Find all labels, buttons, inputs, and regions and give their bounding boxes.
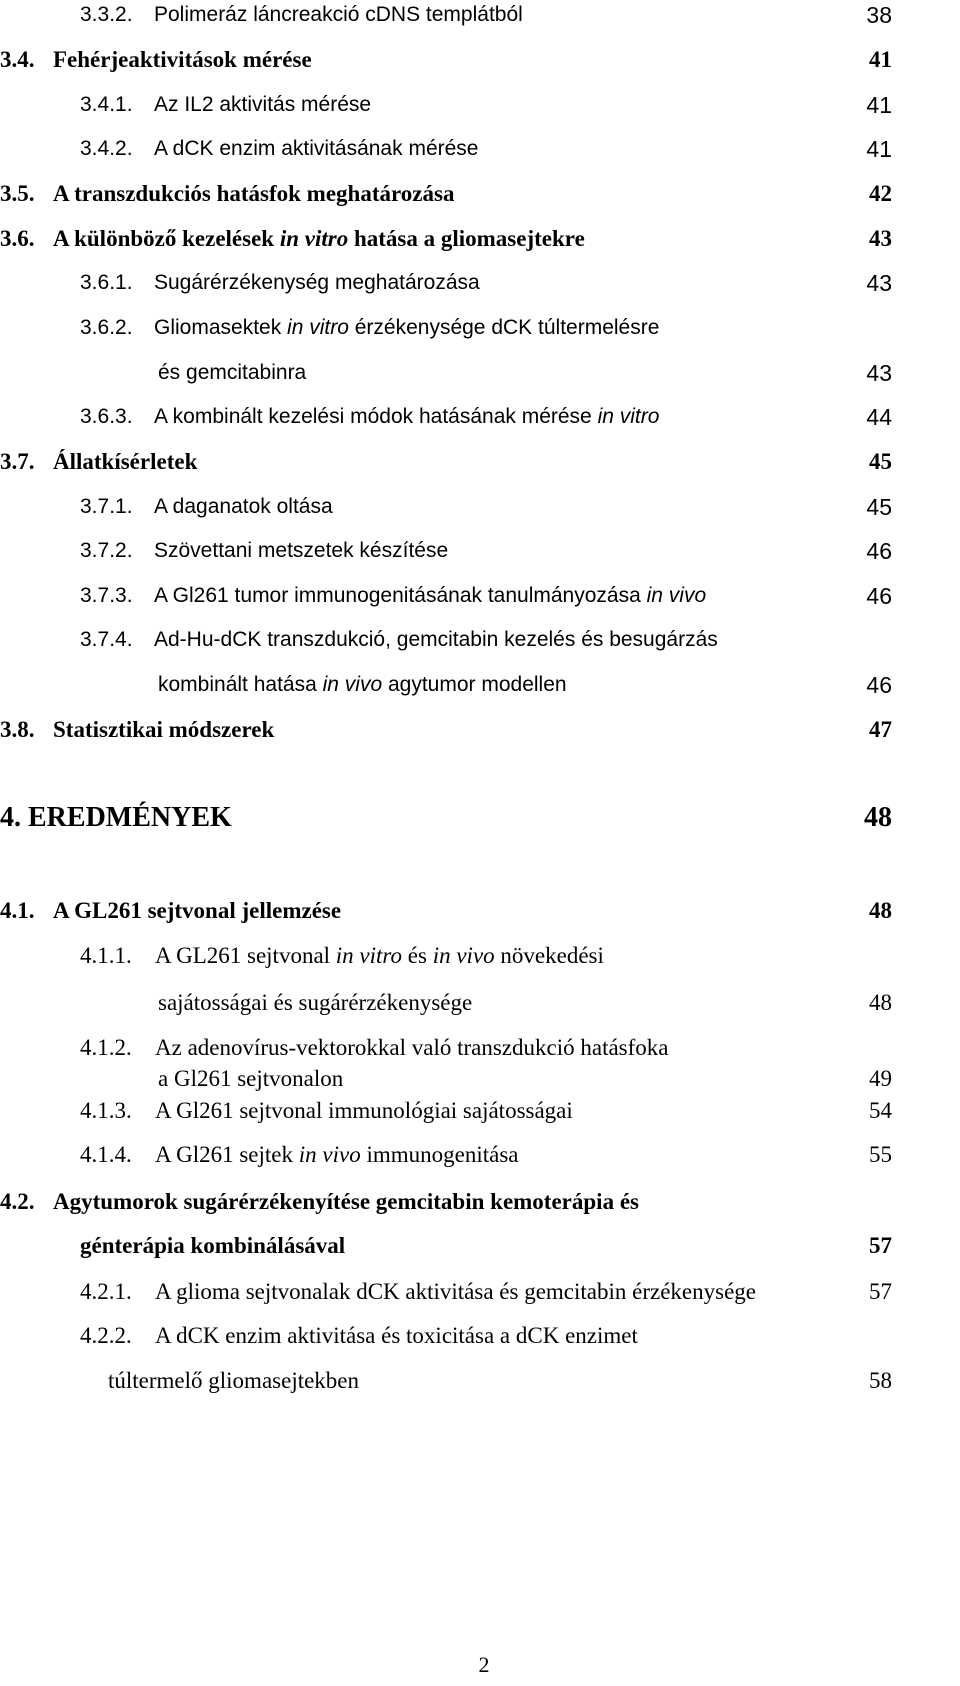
toc-entry: [0, 358, 960, 388]
toc-title-text: A Gl261 tumor immunogenitásának tanulmányozása: [154, 584, 647, 607]
toc-title-text: és gemcitabinra: [158, 361, 307, 384]
toc-title-italic: in vitro: [287, 316, 349, 339]
toc-entry-number: 4.2.: [0, 1189, 35, 1214]
toc-title-text: Agytumorok sugárérzékenyítése gemcitabin kemoterápia és: [53, 1189, 639, 1214]
toc-title-text: A GL261 sejtvonal jellemzése: [53, 898, 342, 923]
toc-entry-page: 46: [866, 672, 892, 698]
toc-title-italic: in vivo: [432, 943, 495, 968]
toc-entry: [0, 1321, 960, 1351]
toc-title-text: A Gl261 sejtvonal immunológiai sajátosságai: [155, 1098, 573, 1123]
toc-entry-title: [154, 625, 718, 655]
toc-entry-page: 45: [869, 449, 892, 474]
toc-title-text: A kombinált kezelési módok hatásának mérése: [154, 405, 598, 428]
toc-entry: [0, 179, 960, 209]
toc-entry-page: 41: [869, 47, 892, 72]
toc-entry-number: 3.7.1.: [80, 495, 133, 518]
toc-title-text: agytumor modellen: [382, 673, 567, 696]
toc-entry-title: [154, 313, 659, 343]
toc-entry: [0, 134, 960, 164]
toc-entry-number: 4.: [0, 802, 21, 833]
toc-entry-number: 3.7.3.: [80, 584, 133, 607]
toc-entry-title: [155, 1321, 638, 1351]
toc-title-text: Ad-Hu-dCK transzdukció, gemcitabin kezelés és besugárzás: [154, 628, 718, 651]
toc-entry-page: 44: [866, 404, 892, 430]
toc-title-text: génterápia kombinálásával: [80, 1233, 346, 1258]
toc-title-text: A GL261 sejtvonal: [155, 943, 336, 968]
toc-title-text: Polimeráz láncreakció cDNS templátból: [154, 3, 523, 26]
toc-title-text: Fehérjeaktivitások mérése: [53, 47, 312, 72]
toc-entry-page: 55: [869, 1142, 892, 1167]
toc-entry-page: 58: [869, 1368, 892, 1393]
toc-title-italic: in vivo: [646, 584, 707, 607]
toc-entry-title: [53, 224, 585, 254]
toc-title-text: A Gl261 sejtek: [155, 1142, 299, 1167]
toc-entry: [0, 988, 960, 1018]
toc-entry: [0, 941, 960, 971]
toc-title-text: immunogenitása: [360, 1142, 519, 1167]
toc-entry-number: 3.5.: [0, 181, 35, 206]
toc-title-text: hatása a gliomasejtekre: [348, 226, 585, 251]
toc-entry-title: [53, 1187, 639, 1217]
toc-title-text: Szövettani metszetek készítése: [154, 539, 449, 562]
toc-entry-number: 3.7.: [0, 449, 35, 474]
toc-entry-page: 38: [866, 2, 892, 28]
toc-entry-page: 41: [866, 136, 892, 162]
toc-entry-number: 3.8.: [0, 717, 35, 742]
toc-entry: [0, 402, 960, 432]
toc-entry: [0, 803, 960, 833]
toc-entry-number: 4.1.2.: [80, 1035, 132, 1060]
toc-title-text: Statisztikai módszerek: [53, 717, 275, 742]
toc-title-italic: in vitro: [597, 405, 660, 428]
toc-title-text: A glioma sejtvonalak dCK aktivitása és gemcitabin érzékenysége: [155, 1279, 757, 1304]
toc-title-italic: in vitro: [279, 226, 349, 251]
toc-title-text: a Gl261 sejtvonalon: [158, 1066, 344, 1091]
toc-entry-number: 4.1.: [0, 898, 35, 923]
toc-entry-page: 54: [869, 1098, 892, 1123]
toc-title-text: Sugárérzékenység meghatározása: [154, 271, 480, 294]
toc-entry: [0, 90, 960, 120]
toc-entry-title: [154, 581, 706, 611]
toc-entry-title: [158, 670, 567, 700]
toc-entry-number: 3.7.4.: [80, 628, 133, 651]
toc-entry: [0, 1231, 960, 1261]
toc-entry-page: 49: [869, 1066, 892, 1091]
toc-entry: [0, 1187, 960, 1217]
toc-entry-page: 43: [866, 270, 892, 296]
toc-entry-number: 3.7.2.: [80, 539, 133, 562]
toc-entry: [0, 224, 960, 254]
toc-entry-number: 3.3.2.: [80, 3, 133, 26]
toc-entry-title: [155, 1096, 573, 1126]
toc-entry-number: 3.4.1.: [80, 93, 133, 116]
toc-entry-number: 4.1.3.: [80, 1098, 132, 1123]
toc-entry: [0, 0, 960, 30]
toc-entry: [0, 492, 960, 522]
toc-entry-page: 46: [866, 538, 892, 564]
toc-entry-number: 3.6.3.: [80, 405, 133, 428]
toc-title-text: Az adenovírus-vektorokkal való transzdukció hatásfoka: [155, 1035, 669, 1060]
toc-entry-number: 4.2.1.: [80, 1279, 132, 1304]
toc-entry-title: [154, 402, 659, 432]
toc-entry-page: 42: [869, 181, 892, 206]
toc-title-text: Állatkísérletek: [53, 449, 198, 474]
toc-entry-title: [80, 1231, 345, 1261]
toc-entry: [0, 1096, 960, 1126]
toc-entry-title: [155, 1140, 518, 1170]
toc-entry-page: 43: [869, 226, 892, 251]
toc-title-text: Az IL2 aktivitás mérése: [154, 93, 372, 116]
toc-entry-title: [154, 492, 333, 522]
toc-entry: [0, 1366, 960, 1396]
toc-title-text: növekedési: [494, 943, 604, 968]
toc-title-text: A dCK enzim aktivitásának mérése: [154, 137, 479, 160]
toc-entry-title: [158, 358, 306, 388]
toc-entry-title: [154, 134, 478, 164]
toc-entry-title: [154, 90, 371, 120]
toc-entry-title: [108, 1366, 359, 1396]
toc-entry-title: [155, 941, 604, 971]
toc-entry-page: 43: [866, 360, 892, 386]
toc-entry-title: [53, 179, 454, 209]
toc-title-italic: in vivo: [298, 1142, 361, 1167]
toc-entry: [0, 715, 960, 745]
toc-entry-page: 48: [869, 898, 892, 923]
toc-entry: [0, 268, 960, 298]
toc-entry-title: [53, 715, 274, 745]
toc-entry-title: [28, 803, 232, 833]
toc-entry: [0, 536, 960, 566]
toc-entry-page: 45: [866, 494, 892, 520]
toc-title-text: A különböző kezelések: [53, 226, 280, 251]
toc-entry-page: 57: [869, 1279, 892, 1304]
toc-entry: [0, 1064, 960, 1094]
toc-entry-page: 47: [869, 717, 892, 742]
toc-entry-number: 4.1.1.: [80, 943, 132, 968]
toc-title-text: sajátosságai és sugárérzékenysége: [158, 990, 473, 1015]
toc-entry: [0, 1277, 960, 1307]
toc-title-text: A daganatok oltása: [154, 495, 333, 518]
toc-title-italic: in vivo: [322, 673, 383, 696]
toc-entry-title: [158, 988, 472, 1018]
toc-entry: [0, 670, 960, 700]
toc-entry-page: 48: [869, 990, 892, 1015]
toc-entry-page: 41: [866, 92, 892, 118]
toc-title-italic: in vitro: [335, 943, 403, 968]
toc-title-text: érzékenysége dCK túltermelésre: [348, 316, 660, 339]
toc-title-text: Gliomasektek: [154, 316, 288, 339]
toc-title-text: és: [402, 943, 433, 968]
page-number: 2: [478, 1652, 490, 1677]
toc-entry-title: [154, 268, 480, 298]
toc-entry-title: [154, 0, 523, 30]
toc-entry-number: 4.1.4.: [80, 1142, 132, 1167]
toc-entry: [0, 1033, 960, 1063]
toc-entry: [0, 313, 960, 343]
toc-entry: [0, 896, 960, 926]
toc-entry: [0, 1140, 960, 1170]
toc-entry-number: 4.2.2.: [80, 1323, 132, 1348]
toc-entry: [0, 581, 960, 611]
toc-entry-title: [53, 447, 197, 477]
toc-entry-title: [53, 45, 312, 75]
toc-entry-title: [154, 536, 448, 566]
toc-entry-title: [155, 1277, 756, 1307]
toc-entry-title: [155, 1033, 669, 1063]
toc-entry-number: 3.6.1.: [80, 271, 133, 294]
toc-entry-number: 3.6.2.: [80, 316, 133, 339]
toc-title-text: túltermelő gliomasejtekben: [108, 1368, 360, 1393]
toc-title-text: A dCK enzim aktivitása és toxicitása a dCK enzimet: [155, 1323, 638, 1348]
toc-title-text: A transzdukciós hatásfok meghatározása: [53, 181, 455, 206]
toc-entry: [0, 45, 960, 75]
toc-entry: [0, 625, 960, 655]
toc-title-text: kombinált hatása: [158, 673, 323, 696]
toc-entry-title: [53, 896, 341, 926]
toc-entry-page: 57: [869, 1233, 892, 1258]
toc-entry-number: 3.4.2.: [80, 137, 133, 160]
toc-entry-page: 46: [866, 583, 892, 609]
toc-title-text: EREDMÉNYEK: [28, 802, 232, 833]
toc-entry-page: 48: [864, 802, 892, 833]
toc-entry-number: 3.4.: [0, 47, 35, 72]
toc-entry-title: [158, 1064, 343, 1094]
toc-entry: [0, 447, 960, 477]
toc-entry-number: 3.6.: [0, 226, 35, 251]
